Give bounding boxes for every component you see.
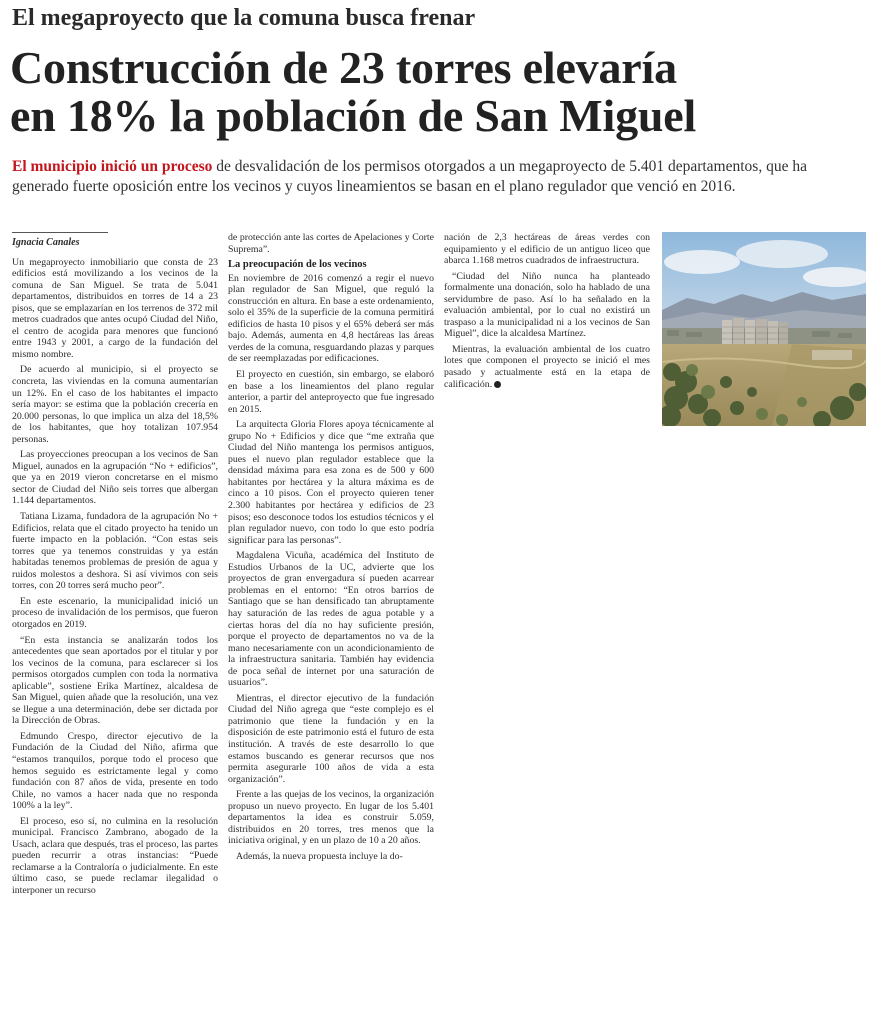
paragraph: Tatiana Lizama, fundadora de la agrupación No + Edificios, relata que el citado proyecto ha tenido un fuerte impacto en la población. “Con estas seis torres que ya tenemos construidas y ya están habitadas tenemos problemas de presión de agua y ruidos molestos a deshora. Si así vivimos con seis torres, con 20 torres será mucho peor”.: [12, 511, 218, 592]
article-column-2: [228, 232, 434, 866]
paragraph: En este escenario, la municipalidad inició un proceso de invalidación de los permisos, que fueron otorgados en 2019.: [12, 595, 218, 630]
paragraph-text: Mientras, la evaluación ambiental de los cuatro lotes que componen el proyecto se inició el mes pasado y actualmente está en la etapa de calificación.: [444, 343, 650, 390]
paragraph: Mientras, el director ejecutivo de la fundación Ciudad del Niño agrega que “este complejo es el patrimonio que tiene la fundación y en la disposición de este patrimonio está el futuro de esta institución. A través de este desarrollo lo que estamos buscando es generar recursos que nos permita asegurarle 100 años de vida a esta organización”.: [228, 692, 434, 785]
aerial-site-photo: [662, 232, 866, 426]
headline-line-2: en 18% la población de San Miguel: [10, 90, 697, 141]
paragraph: Las proyecciones preocupan a los vecinos de San Miguel, aunados en la agrupación “No + edificios”, que ya en 2019 vieron concretarse en el mismo sector de Ciudad del Niño seis torres que albergan 1.144 departamentos.: [12, 449, 218, 507]
paragraph: Magdalena Vicuña, académica del Instituto de Estudios Urbanos de la UC, advierte que los proyectos de gran envergadura sí pueden acarrear problemas en el entorno: “En otros barrios de Santiago que se han densificado tan abruptamente hay saturación de las redes de agua potable y a ciertas horas del día no hay suficiente presión, porque el proyecto de departamentos no va de la mano necesariamente con un acondicionamiento de la infraestructura sanitaria. También hay evidencia de poca señal de internet por una saturación de usuarios”.: [228, 550, 434, 689]
lede-highlight: El municipio inició un proceso: [12, 158, 213, 175]
paragraph: nación de 2,3 hectáreas de áreas verdes con equipamiento y el edificio de un antiguo liceo que abarca 1.168 metros cuadrados de infraestructura.: [444, 232, 650, 267]
paragraph: de protección ante las cortes de Apelaciones y Corte Suprema”.: [228, 232, 434, 255]
article-column-3: [444, 232, 650, 394]
paragraph: “Ciudad del Niño nunca ha planteado formalmente una donación, solo ha hablado de una servidumbre de paso. Así lo ha señalado en la evaluación ambiental, por lo cual no existirá un traspaso a la municipalidad ni a los vecinos de San Miguel”, dice la alcaldesa Martínez.: [444, 270, 650, 340]
article-column-1: [12, 232, 218, 901]
paragraph: De acuerdo al municipio, si el proyecto se concreta, las viviendas en la comuna aumentarían un 12%. En el caso de los habitantes el impacto sería mayor: se estima que la población crecería en 20.000 personas, lo que implica un alza del 18,5% de los habitantes, que hoy totalizan 107.954 personas.: [12, 364, 218, 445]
paragraph: Edmundo Crespo, director ejecutivo de la Fundación de la Ciudad del Niño, afirma que “estamos tranquilos, porque todo el proceso que hemos seguido es estrictamente legal y como fundación con 87 años de vida, presente en todo Chile, no vamos a hacer nada que no responda 100% a la ley”.: [12, 730, 218, 812]
byline: Ignacia Canales: [12, 237, 80, 248]
article-photo: [662, 232, 866, 426]
kicker: El megaproyecto que la comuna busca frenar: [12, 5, 476, 31]
paragraph: El proyecto en cuestión, sin embargo, se elaboró en base a los lineamientos del plano regular anterior, a partir del anteproyecto que fue ingresado en 2015.: [228, 369, 434, 415]
paragraph: Frente a las quejas de los vecinos, la organización propuso un nuevo proyecto. En lugar de los 5.401 departamentos la idea es construir 5.059, distribuidos en 20 torres, tres menos que la iniciativa original, y en un plazo de 10 a 20 años.: [228, 789, 434, 847]
paragraph: [444, 344, 650, 390]
paragraph: La arquitecta Gloria Flores apoya técnicamente al grupo No + Edificios y dice que “me extraña que Ciudad del Niño mantenga los permisos antiguos, pues el nuevo plan regulador establece que la densidad máxima para esa zona es de 500 y 600 habitantes por hectárea y la altura máxima es de cinco a 10 pisos. Con el proyecto quieren tener 2.300 habitantes por hectárea y edificios de 23 pisos; eso desconoce todos los estudios técnicos y el plan regulador nuevo, con todo lo que esto podría significar para las personas”.: [228, 419, 434, 546]
paragraph: El proceso, eso sí, no culmina en la resolución municipal. Francisco Zambrano, abogado de la Usach, aclara que después, tras el proceso, las partes pueden recurrir a otras instancias: “Puede reclamarse a la Contraloría o judicialmente. En este último caso, se puede reclamar ilegalidad o interponer un recurso: [12, 815, 218, 896]
paragraph: “En esta instancia se analizarán todos los antecedentes que sean aportados por el titular y por los vecinos de la comuna, para esclarecer si los permisos otorgados cumplen con toda la normativa aplicable”, sostiene Erika Martínez, alcaldesa de San Miguel, quien añade que la resolución, una vez se llegue a una determinación, debe ser dictada por la Dirección de Obras.: [12, 634, 218, 727]
lede-text: de desvalidación de los permisos otorgados a un megaproyecto de 5.401 departamentos, que ha generado fuerte oposición entre los vecinos y cuyos lineamientos se basan en el plano regulador que venció en 2016.: [12, 158, 807, 195]
lede: [12, 157, 864, 197]
headline: [10, 44, 866, 140]
paragraph: En noviembre de 2016 comenzó a regir el nuevo plan regulador de San Miguel, que reguló la construcción en altura. En base a este ordenamiento, solo el 35% de la superficie de la comuna permitirá edificios de hasta 10 pisos y el 65% deberá ser más bajo. Además, aumenta en 4,8 hectáreas las áreas verdes de la comuna, resguardando plazas y parques de ser reemplazadas por edificaciones.: [228, 272, 434, 365]
paragraph: Un megaproyecto inmobiliario que consta de 23 edificios está movilizando a los vecinos de la comuna de San Miguel. Se trata de 5.041 departamentos, distribuidos en torres de 14 a 23 pisos, que se emplazarían en los terrenos de 372 mil metros cuadrados que antes ocupó Ciudad del Niño, el centro de acogida para menores que funcionó entre 1943 y 2001, a cargo de la fundación del mismo nombre.: [12, 256, 218, 360]
paragraph: Además, la nueva propuesta incluye la do-: [236, 850, 403, 862]
subheading: La preocupación de los vecinos: [228, 259, 367, 271]
byline-rule: [12, 232, 108, 233]
end-mark-icon: [494, 381, 501, 388]
headline-line-1: Construcción de 23 torres elevaría: [10, 42, 677, 93]
